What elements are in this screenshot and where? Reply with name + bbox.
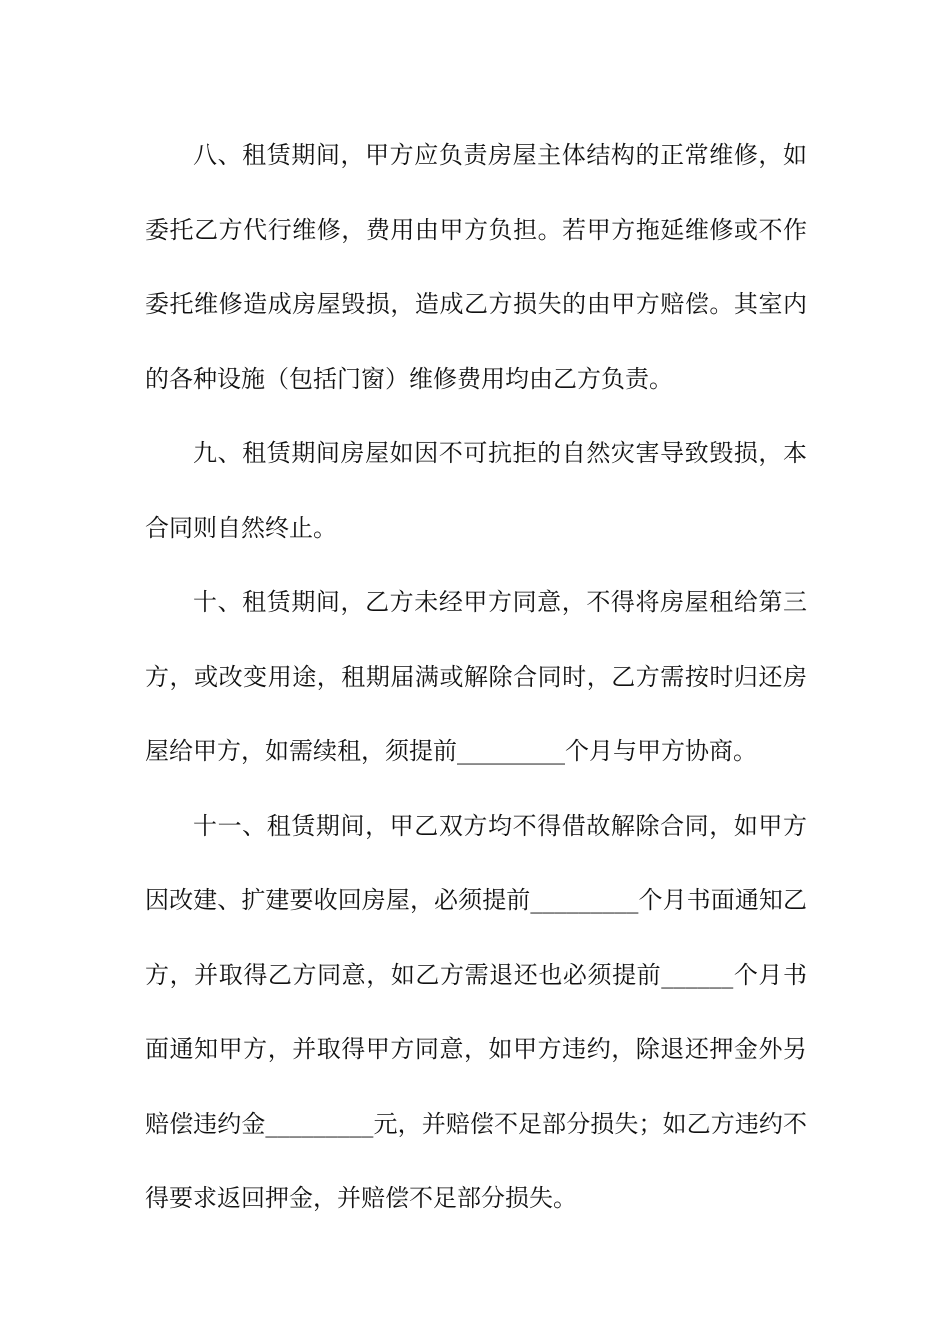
clause-9 <box>145 416 807 565</box>
text-line: 十、租赁期间，乙方未经甲方同意，不得将房屋租给第三 <box>193 588 807 616</box>
document-body <box>145 118 807 1236</box>
clause-11 <box>145 789 807 1236</box>
text-line: 八、租赁期间，甲方应负责房屋主体结构的正常维修，如 <box>193 141 807 169</box>
text-line: 得要求返回押金，并赔偿不足部分损失。 <box>145 1184 577 1212</box>
text-line: 方，并取得乙方同意，如乙方需退还也必须提前______个月书 <box>145 960 807 989</box>
text-line: 委托维修造成房屋毁损，造成乙方损失的由甲方赔偿。其室内 <box>145 290 807 318</box>
text-line: 屋给甲方，如需续租，须提前_________个月与甲方协商。 <box>145 737 757 765</box>
text-line: 九、租赁期间房屋如因不可抗拒的自然灾害导致毁损，本 <box>193 439 807 467</box>
text-line: 因改建、扩建要收回房屋，必须提前_________个月书面通知乙 <box>145 886 807 914</box>
text-line: 合同则自然终止。 <box>145 513 337 542</box>
text-line: 委托乙方代行维修，费用由甲方负担。若甲方拖延维修或不作 <box>145 215 807 244</box>
text-line: 方，或改变用途，租期届满或解除合同时，乙方需按时归还房 <box>145 662 807 691</box>
text-line: 面通知甲方，并取得甲方同意，如甲方违约，除退还押金外另 <box>145 1035 807 1063</box>
clause-10 <box>145 565 807 789</box>
text-line: 赔偿违约金_________元，并赔偿不足部分损失；如乙方违约不 <box>145 1109 807 1138</box>
clause-8 <box>145 118 807 416</box>
text-line: 十一、租赁期间，甲乙双方均不得借故解除合同，如甲方 <box>193 811 807 840</box>
text-line: 的各种设施（包括门窗）维修费用均由乙方负责。 <box>145 364 673 393</box>
